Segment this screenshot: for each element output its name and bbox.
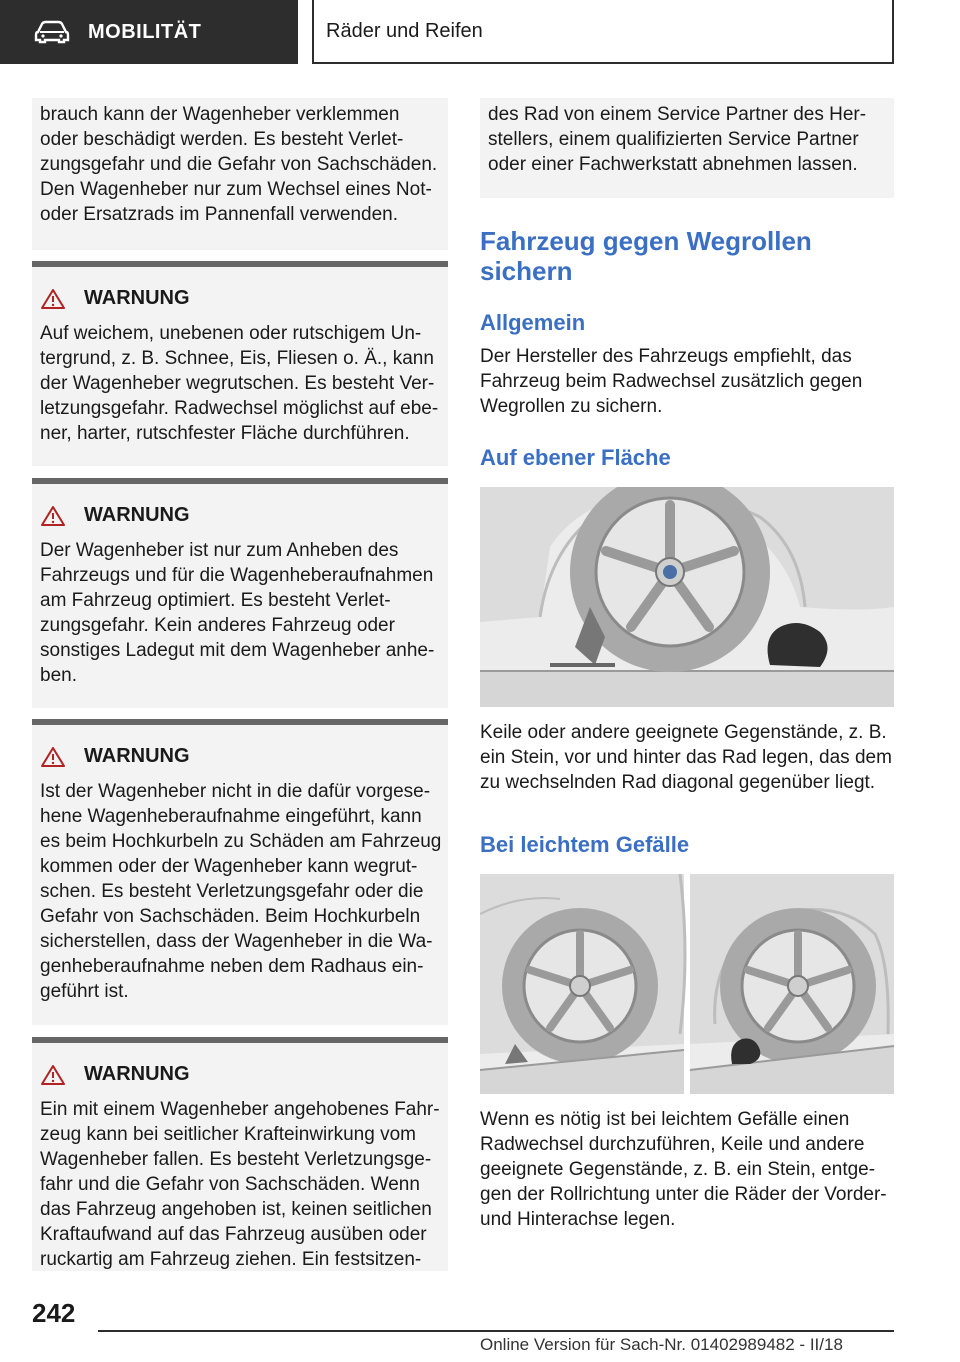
text-line: des Rad von einem Service Partner des Her‐: [488, 104, 867, 125]
text-line: das Fahrzeug angehoben ist, keinen seitlichen: [40, 1199, 432, 1220]
online-version-note: Online Version für Sach-Nr. 01402989482 - II/18: [480, 1335, 843, 1354]
text-line: Fahrzeug beim Radwechsel zusätzlich gegen: [480, 371, 863, 392]
text-line: tergrund, z. B. Schnee, Eis, Fliesen o. Ä., kann: [40, 348, 434, 369]
text-line: fahr und die Gefahr von Sachschäden. Wenn: [40, 1174, 420, 1195]
illustration-flat-surface: [480, 487, 894, 707]
subheading-slight-slope: Bei leichtem Gefälle: [480, 832, 690, 857]
section-title: MOBILITÄT: [88, 20, 202, 43]
text-line: Der Hersteller des Fahrzeugs empfiehlt, das: [480, 346, 852, 367]
text-line: oder einer Fachwerkstatt abnehmen lassen.: [488, 154, 858, 175]
text-line: kommen oder der Wagenheber kann wegrut‐: [40, 856, 418, 877]
slope-paragraph: [480, 1107, 887, 1232]
car-icon: [34, 20, 70, 44]
text-line: Auf weichem, unebenen oder rutschigem Un‐: [40, 323, 422, 344]
text-line: stellers, einem qualifizierten Service Partner: [488, 129, 859, 150]
text-line: Wagenheber fallen. Es besteht Verletzungsge‐: [40, 1149, 432, 1170]
warning-triangle-icon: [40, 1064, 66, 1086]
warning-title: WARNUNG: [84, 745, 190, 767]
text-line: zeug kann bei seitlicher Krafteinwirkung vom: [40, 1124, 416, 1145]
text-line: Ist der Wagenheber nicht in die dafür vorgese‐: [40, 781, 431, 802]
text-line: ruckartig am Fahrzeug ziehen. Ein festsitzen‐: [40, 1249, 422, 1270]
text-line: letzungsgefahr. Radwechsel möglichst auf ebe‐: [40, 398, 439, 419]
text-line: brauch kann der Wagenheber verklemmen: [40, 104, 400, 125]
text-line: der Wagenheber wegrutschen. Es besteht Ver‐: [40, 373, 435, 394]
footer-divider: [98, 1330, 894, 1332]
section-heading: [480, 226, 812, 286]
text-line: Ein mit einem Wagenheber angehobenes Fahr‐: [40, 1099, 440, 1120]
text-line: schen. Es besteht Verletzungsgefahr oder die: [40, 881, 424, 902]
text-line: sonstiges Ladegut mit dem Wagenheber anhe‐: [40, 640, 435, 661]
flat-surface-paragraph: [480, 720, 892, 795]
text-line: hene Wagenheberaufnahme eingeführt, kann: [40, 806, 422, 827]
heading-line: Fahrzeug gegen Wegrollen: [480, 226, 812, 256]
illustration-slope: [480, 874, 894, 1094]
text-line: Wegrollen zu sichern.: [480, 396, 663, 417]
chapter-title: Räder und Reifen: [326, 19, 483, 42]
text-line: am Fahrzeug optimiert. Es besteht Verlet‐: [40, 590, 391, 611]
section-tab: [0, 0, 298, 64]
text-line: ner, harter, rutschfester Fläche durchführen.: [40, 423, 410, 444]
text-line: ben.: [40, 665, 77, 686]
warning-triangle-icon: [40, 288, 66, 310]
warning-box-3: [32, 725, 448, 1025]
general-paragraph: [480, 344, 862, 419]
text-line: Der Wagenheber ist nur zum Anheben des: [40, 540, 399, 561]
text-line: Den Wagenheber nur zum Wechsel eines Not‐: [40, 179, 432, 200]
text-line: zungsgefahr und die Gefahr von Sachschäden.: [40, 154, 438, 175]
text-line: zungsgefahr. Kein anderes Fahrzeug oder: [40, 615, 395, 636]
text-line: und Hinterachse legen.: [480, 1209, 676, 1230]
text-line: sicherstellen, dass der Wagenheber in die Wa‐: [40, 931, 433, 952]
subheading-flat-surface: Auf ebener Fläche: [480, 445, 671, 470]
subheading-general: Allgemein: [480, 310, 586, 335]
text-line: geeignete Gegenstände, z. B. ein Stein, entge‐: [480, 1159, 876, 1180]
wheel-chock-illustration: [480, 487, 894, 707]
text-line: Wenn es nötig ist bei leichtem Gefälle einen: [480, 1109, 850, 1130]
heading-line: sichern: [480, 256, 573, 286]
text-line: Keile oder andere geeignete Gegenstände, z. B.: [480, 722, 887, 743]
warning-triangle-icon: [40, 746, 66, 768]
text-line: gen der Rollrichtung unter die Räder der Vorder‐: [480, 1184, 887, 1205]
warning-title: WARNUNG: [84, 287, 190, 309]
slope-chock-illustration: [480, 874, 894, 1094]
text-line: oder Ersatzrads im Pannenfall verwenden.: [40, 204, 399, 225]
intro-continued-box: [32, 98, 448, 250]
text-line: Gefahr von Sachschäden. Beim Hochkurbeln: [40, 906, 421, 927]
text-line: oder beschädigt werden. Es besteht Verlet‐: [40, 129, 404, 150]
warning-box-1: [32, 267, 448, 466]
text-line: Fahrzeugs und für die Wagenheberaufnahmen: [40, 565, 434, 586]
text-line: ein Stein, vor und hinter das Rad legen, das dem: [480, 747, 892, 768]
warning-box-4: [32, 1043, 448, 1271]
text-line: Kraftaufwand auf das Fahrzeug ausüben oder: [40, 1224, 427, 1245]
warning-title: WARNUNG: [84, 1063, 190, 1085]
warning-title: WARNUNG: [84, 504, 190, 526]
text-line: Radwechsel durchzuführen, Keile und andere: [480, 1134, 865, 1155]
chapter-header: [312, 0, 894, 64]
text-line: zu wechselnden Rad diagonal gegenüber liegt.: [480, 772, 876, 793]
warning-triangle-icon: [40, 505, 66, 527]
text-line: geführt ist.: [40, 981, 129, 1002]
text-line: es beim Hochkurbeln zu Schäden am Fahrzeug: [40, 831, 442, 852]
warning-box-2: [32, 484, 448, 708]
warning-continued-box: [480, 98, 894, 198]
text-line: genheberaufnahme neben dem Radhaus ein‐: [40, 956, 424, 977]
page-number: 242: [32, 1298, 76, 1328]
